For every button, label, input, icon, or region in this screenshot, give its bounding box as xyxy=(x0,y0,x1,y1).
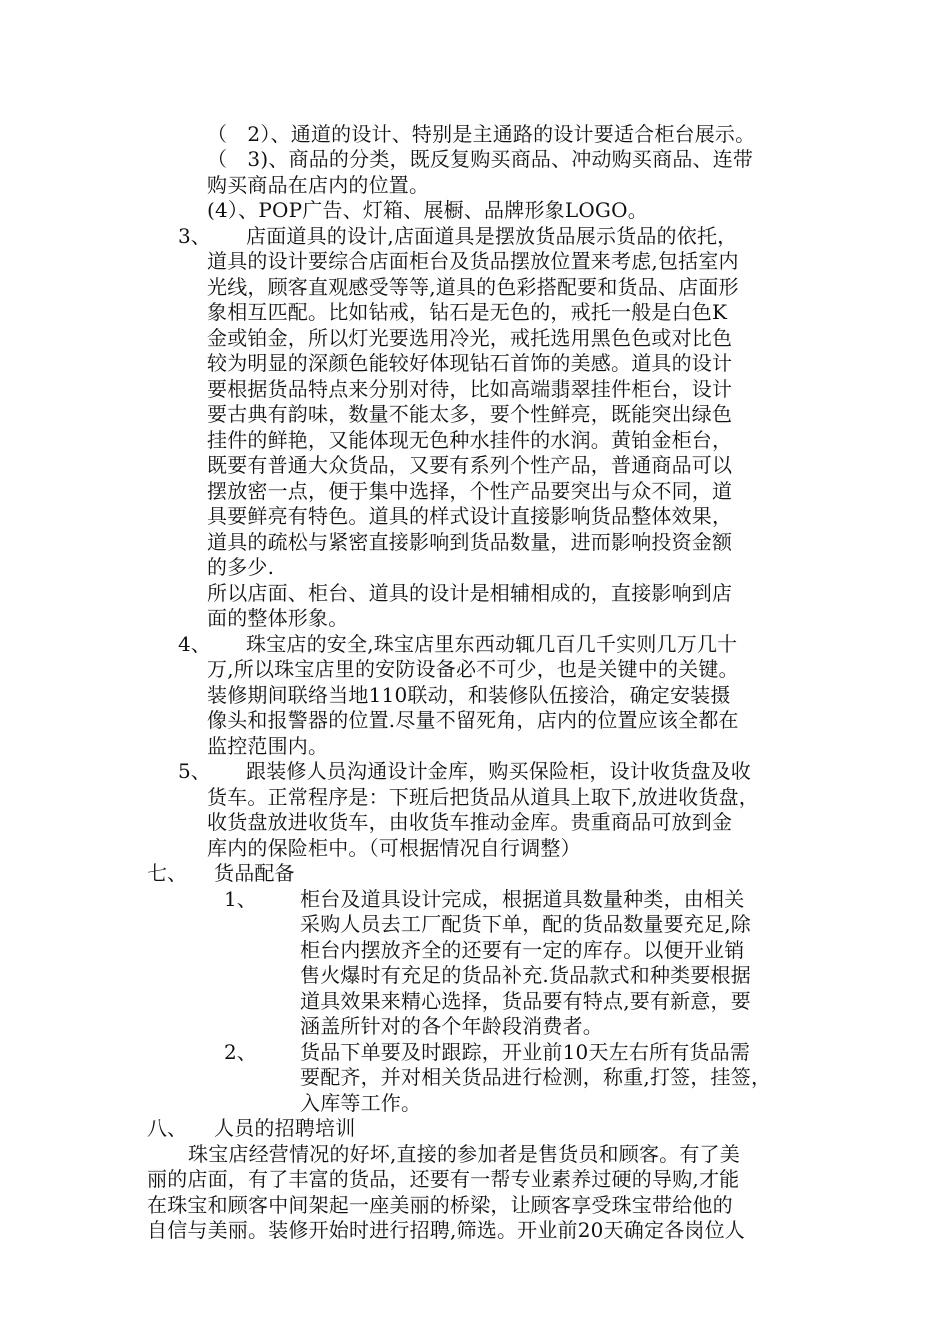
item-3-line: 面的整体形象。 xyxy=(207,606,349,630)
item-3-line: 象相互匹配。比如钻戒，钻石是无色的，戒托一般是白色K xyxy=(207,300,728,324)
section-7-item-2-line: 货品下单要及时跟踪，开业前10天左右所有货品需 xyxy=(300,1040,751,1064)
section-8-paragraph-line: 珠宝店经营情况的好坏,直接的参加者是售货员和顾客。有了美 xyxy=(188,1142,740,1166)
item-3-line: 具要鲜亮有特色。道具的样式设计直接影响货品整体效果， xyxy=(207,504,733,528)
section-7-item-1-line: 柜台内摆放齐全的还要有一定的库存。以便开业销 xyxy=(300,938,745,962)
item-4-line: 像头和报警器的位置.尽量不留死角，店内的位置应该全都在 xyxy=(207,708,739,732)
item-5-number: 5、 xyxy=(178,759,211,783)
section-7-item-2-line: 入库等工作。 xyxy=(300,1091,422,1115)
item-3-line: 要根据货品特点来分别对待，比如高端翡翠挂件柜台，设计 xyxy=(207,377,733,401)
item-3-line: 道具的设计要综合店面柜台及货品摆放位置来考虑,包括室内 xyxy=(207,249,739,273)
section-8-number: 八、 xyxy=(147,1116,187,1140)
sub-item-3-line-2: 购买商品在店内的位置。 xyxy=(207,173,430,197)
item-3-line: 金或铂金，所以灯光要选用冷光，戒托选用黑色色或对比色 xyxy=(207,326,733,350)
item-4-line: 监控范围内。 xyxy=(207,734,329,758)
section-7-item-2-line: 要配齐，并对相关货品进行检测，称重,打签，挂签， xyxy=(300,1065,772,1089)
item-3-line: 既要有普通大众货品，又要有系列个性产品，普通商品可以 xyxy=(207,453,733,477)
item-3-line: 店面道具的设计,店面道具是摆放货品展示货品的依托， xyxy=(246,224,738,248)
sub-item-2: （ 2）、通道的设计、特别是主通路的设计要适合柜台展示。 xyxy=(207,122,756,146)
item-5-line: 收货盘放进收货车，由收货车推动金库。贵重商品可放到金 xyxy=(207,810,733,834)
section-7-item-1-line: 柜台及道具设计完成，根据道具数量种类，由相关 xyxy=(300,887,745,911)
section-8-paragraph-line: 自信与美丽。装修开始时进行招聘,筛选。开业前20天确定各岗位人 xyxy=(147,1218,746,1242)
item-4-line: 珠宝店的安全,珠宝店里东西动辄几百几千实则几万几十 xyxy=(246,632,738,656)
section-8-paragraph-line: 丽的店面，有了丰富的货品，还要有一帮专业素养过硬的导购,才能 xyxy=(147,1167,740,1191)
sub-item-4: (4）、POP广告、灯箱、展橱、品牌形象LOGO。 xyxy=(207,198,648,222)
item-3-line: 光线，顾客直观感受等等,道具的色彩搭配要和货品、店面形 xyxy=(207,275,739,299)
section-7-item-2-number: 2、 xyxy=(224,1040,257,1064)
item-3-line: 所以店面、柜台、道具的设计是相辅相成的，直接影响到店 xyxy=(207,581,733,605)
section-7-title: 货品配备 xyxy=(214,861,295,885)
item-3-line: 的多少. xyxy=(207,555,275,579)
section-7-item-1-line: 道具效果来精心选择，货品要有特点,要有新意，要 xyxy=(300,989,751,1013)
item-3-line: 摆放密一点，便于集中选择，个性产品要突出与众不同，道 xyxy=(207,479,733,503)
item-4-line: 装修期间联络当地110联动，和装修队伍接洽，确定安装摄 xyxy=(207,683,731,707)
section-7-item-1-line: 采购人员去工厂配货下单，配的货品数量要充足,除 xyxy=(300,912,751,936)
item-3-number: 3、 xyxy=(178,224,211,248)
item-5-line: 库内的保险柜中。（可根据情况自行调整） xyxy=(207,836,581,860)
item-3-line: 道具的疏松与紧密直接影响到货品数量，进而影响投资金额 xyxy=(207,530,733,554)
section-7-number: 七、 xyxy=(147,861,187,885)
item-5-line: 货车。正常程序是：下班后把货品从道具上取下,放进收货盘， xyxy=(207,785,759,809)
section-7-item-1-number: 1、 xyxy=(224,887,257,911)
item-3-line: 要古典有韵味，数量不能太多，要个性鲜亮，既能突出绿色 xyxy=(207,402,733,426)
item-5-line: 跟装修人员沟通设计金库，购买保险柜，设计收货盘及收 xyxy=(246,759,751,783)
item-4-line: 万,所以珠宝店里的安防设备必不可少，也是关键中的关键。 xyxy=(207,657,739,681)
item-3-line: 较为明显的深颜色能较好体现钻石首饰的美感。道具的设计 xyxy=(207,351,733,375)
item-4-number: 4、 xyxy=(178,632,211,656)
section-7-item-1-line: 售火爆时有充足的货品补充.货品款式和种类要根据 xyxy=(300,963,751,987)
section-8-paragraph-line: 在珠宝和顾客中间架起一座美丽的桥梁，让顾客享受珠宝带给他的 xyxy=(147,1193,733,1217)
section-7-item-1-line: 涵盖所针对的各个年龄段消费者。 xyxy=(300,1014,603,1038)
item-3-line: 挂件的鲜艳，又能体现无色种水挂件的水润。黄铂金柜台， xyxy=(207,428,733,452)
sub-item-3-line-1: （ 3)、商品的分类，既反复购买商品、冲动购买商品、连带 xyxy=(207,147,754,171)
section-8-title: 人员的招聘培训 xyxy=(214,1116,356,1140)
